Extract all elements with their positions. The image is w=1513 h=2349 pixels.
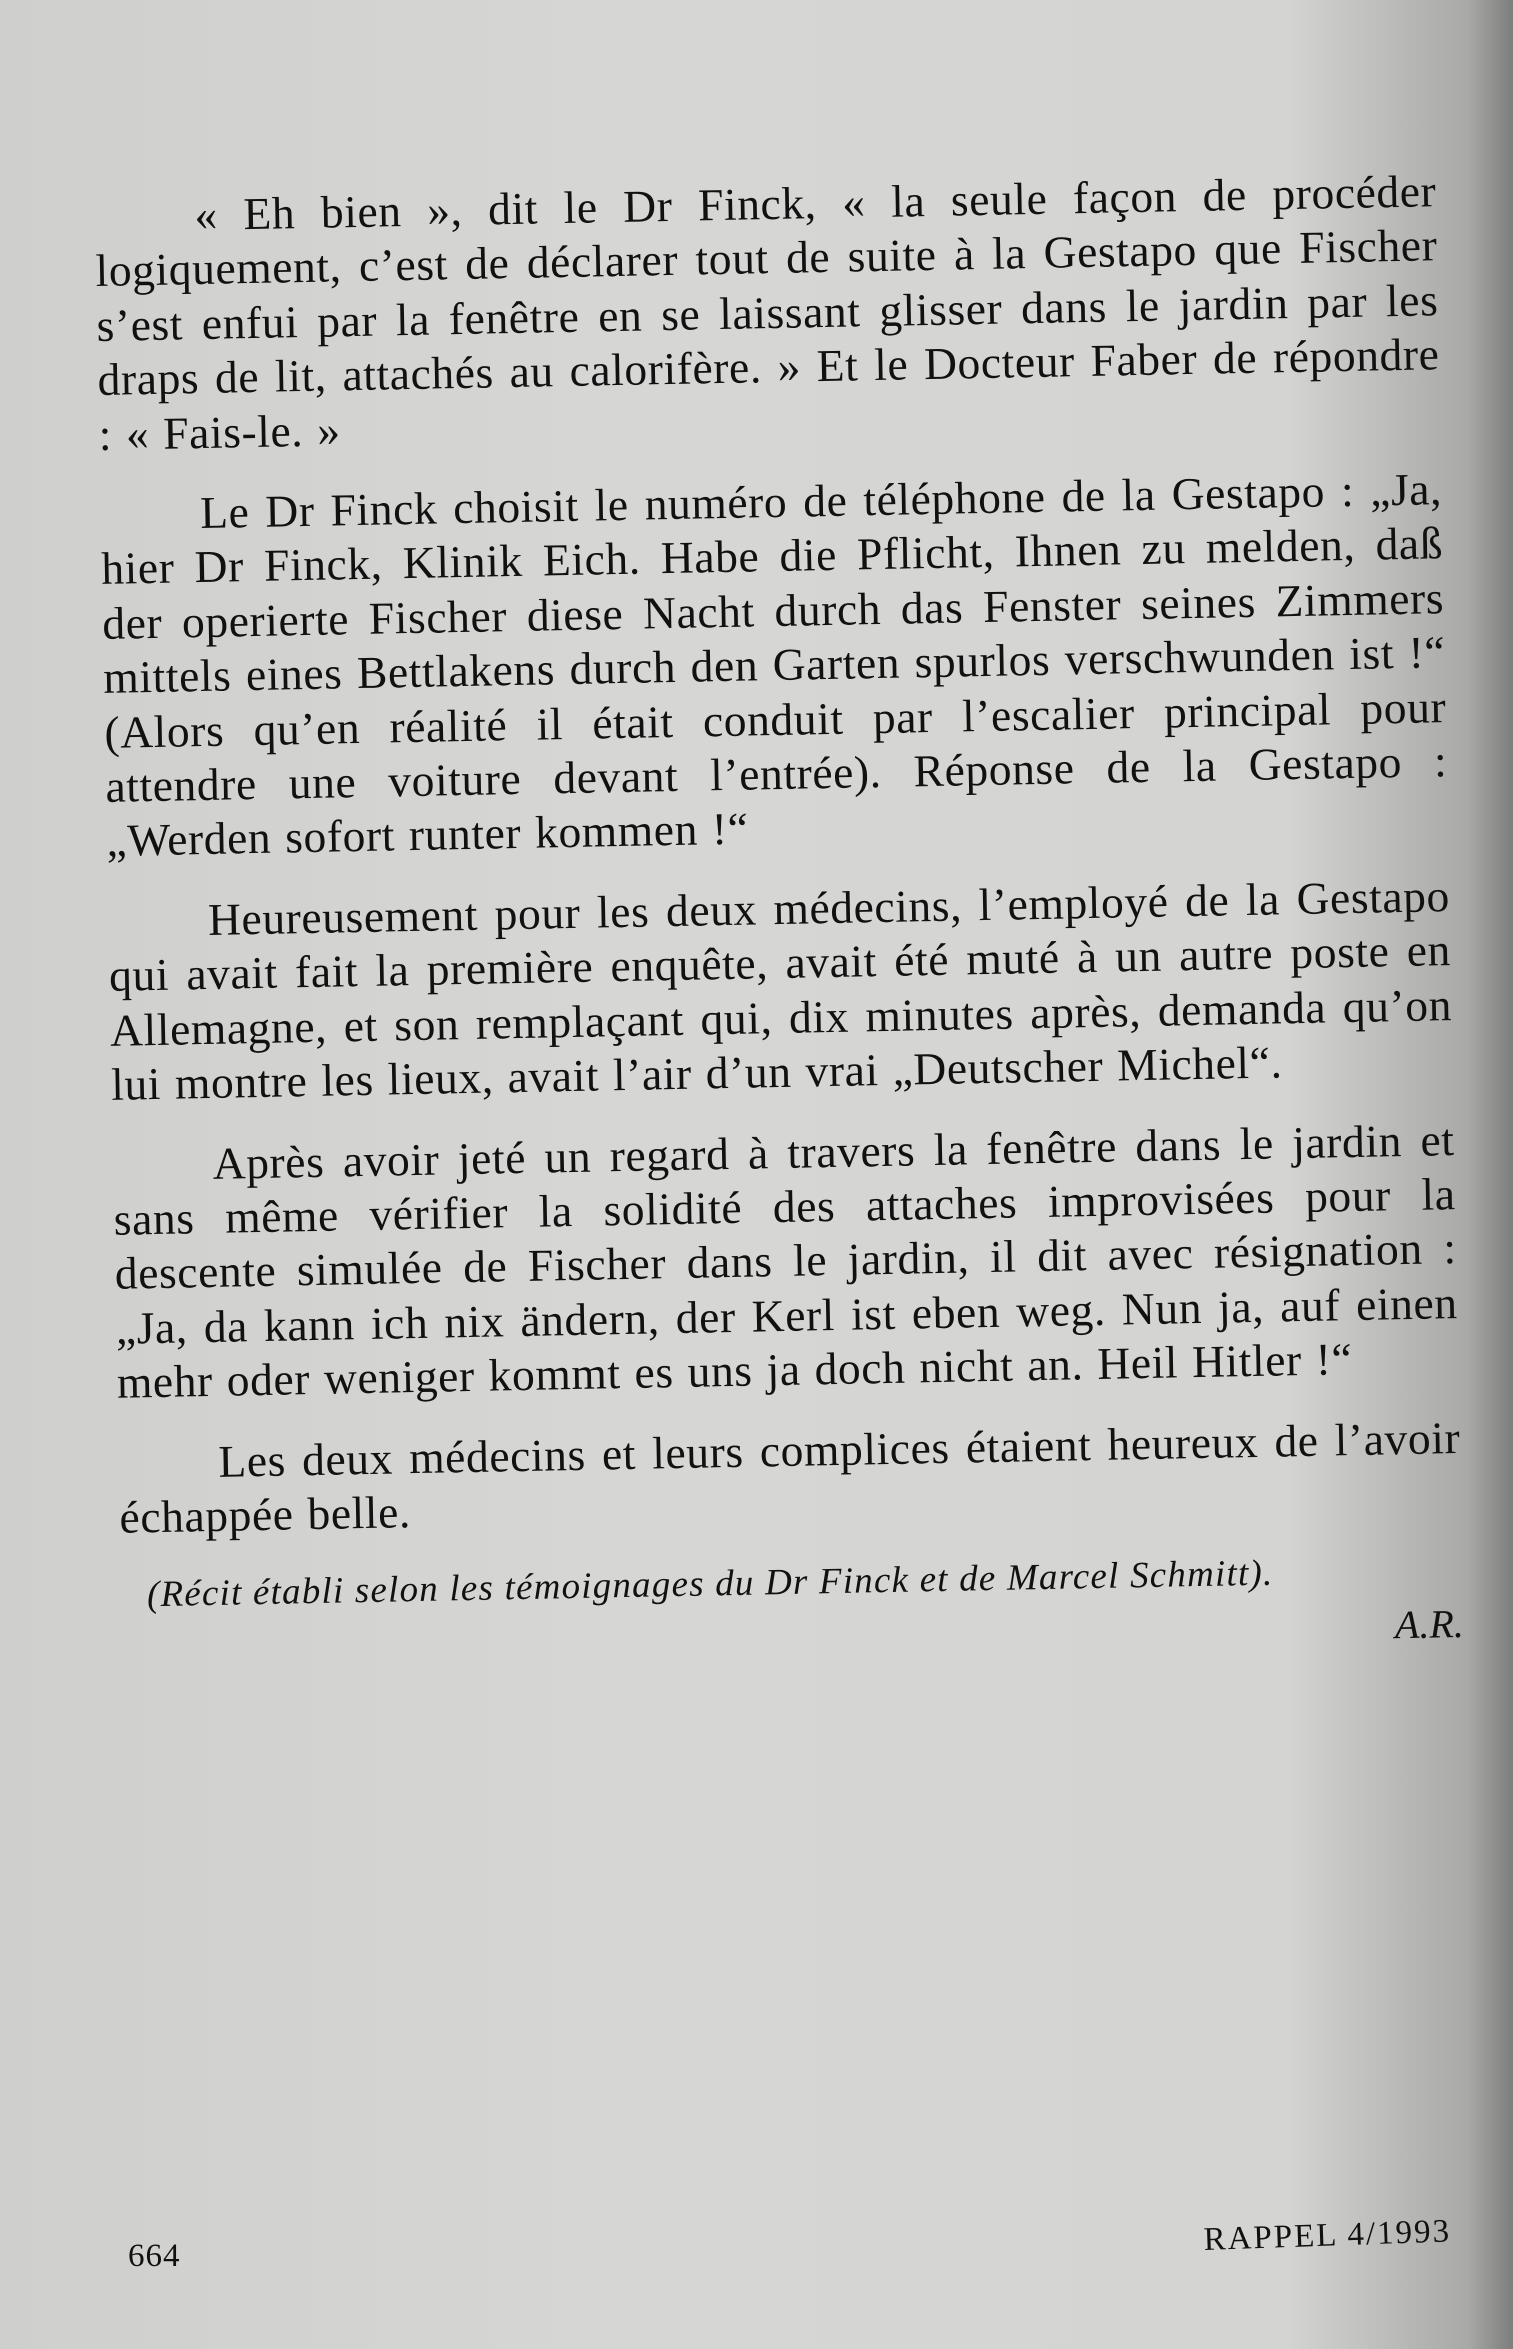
- paragraph-4: Après avoir jeté un regard à travers la fenêtre dans le jardin et sans même vérifier la solidité des attaches improvisées pour la descente simulée de Fischer dans le jardin, il dit avec résignation : „Ja, da kann ich nix ändern, der Kerl ist eben weg. Nun ja, auf einen mehr oder weniger kommt es uns ja doch nicht an. Heil Hitler !“: [113, 1113, 1459, 1408]
- paragraph-1: « Eh bien », dit le Dr Finck, « la seule façon de procéder logiquement, c’est de déclarer tout de suite à la Gestapo que Fischer s’est enfui par la fenêtre en se laissant glisser dans le jardin par les draps de lit, attachés au calorifère. » Et le Docteur Faber de répondre : « Fais-le. »: [95, 165, 1440, 460]
- page-number: 664: [128, 2238, 181, 2274]
- author-signature: A.R.: [1394, 1601, 1465, 1648]
- source-note: (Récit établi selon les témoignages du Dr Finck et de Marcel Schmitt).: [146, 1552, 1274, 1616]
- article-body: [94, 164, 1464, 1675]
- journal-reference: RAPPEL 4/1993: [1203, 2213, 1452, 2258]
- paragraph-2: Le Dr Finck choisit le numéro de téléphone de la Gestapo : „Ja, hier Dr Finck, Klinik Eich. Habe die Pflicht, Ihnen zu melden, daß der operierte Fischer diese Nacht durch das Fenster seines Zimmers mittels eines Bettlakens durch den Garten spurlos verschwunden ist !“ (Alors qu’en réalité il était conduit par l’escalier principal pour attendre une voiture devant l’entrée). Réponse de la Gestapo : „Werden sofort runter kommen !“: [100, 463, 1448, 867]
- paragraph-5: Les deux médecins et leurs complices étaient heureux de l’avoir échappée belle.: [118, 1411, 1461, 1543]
- paragraph-3: Heureusement pour les deux médecins, l’employé de la Gestapo qui avait fait la première enquête, avait été muté à un autre poste en Allemagne, et son remplaçant qui, dix minutes après, demanda qu’on lui montre les lieux, avait l’air d’un vrai „Deutscher Michel“.: [108, 869, 1453, 1110]
